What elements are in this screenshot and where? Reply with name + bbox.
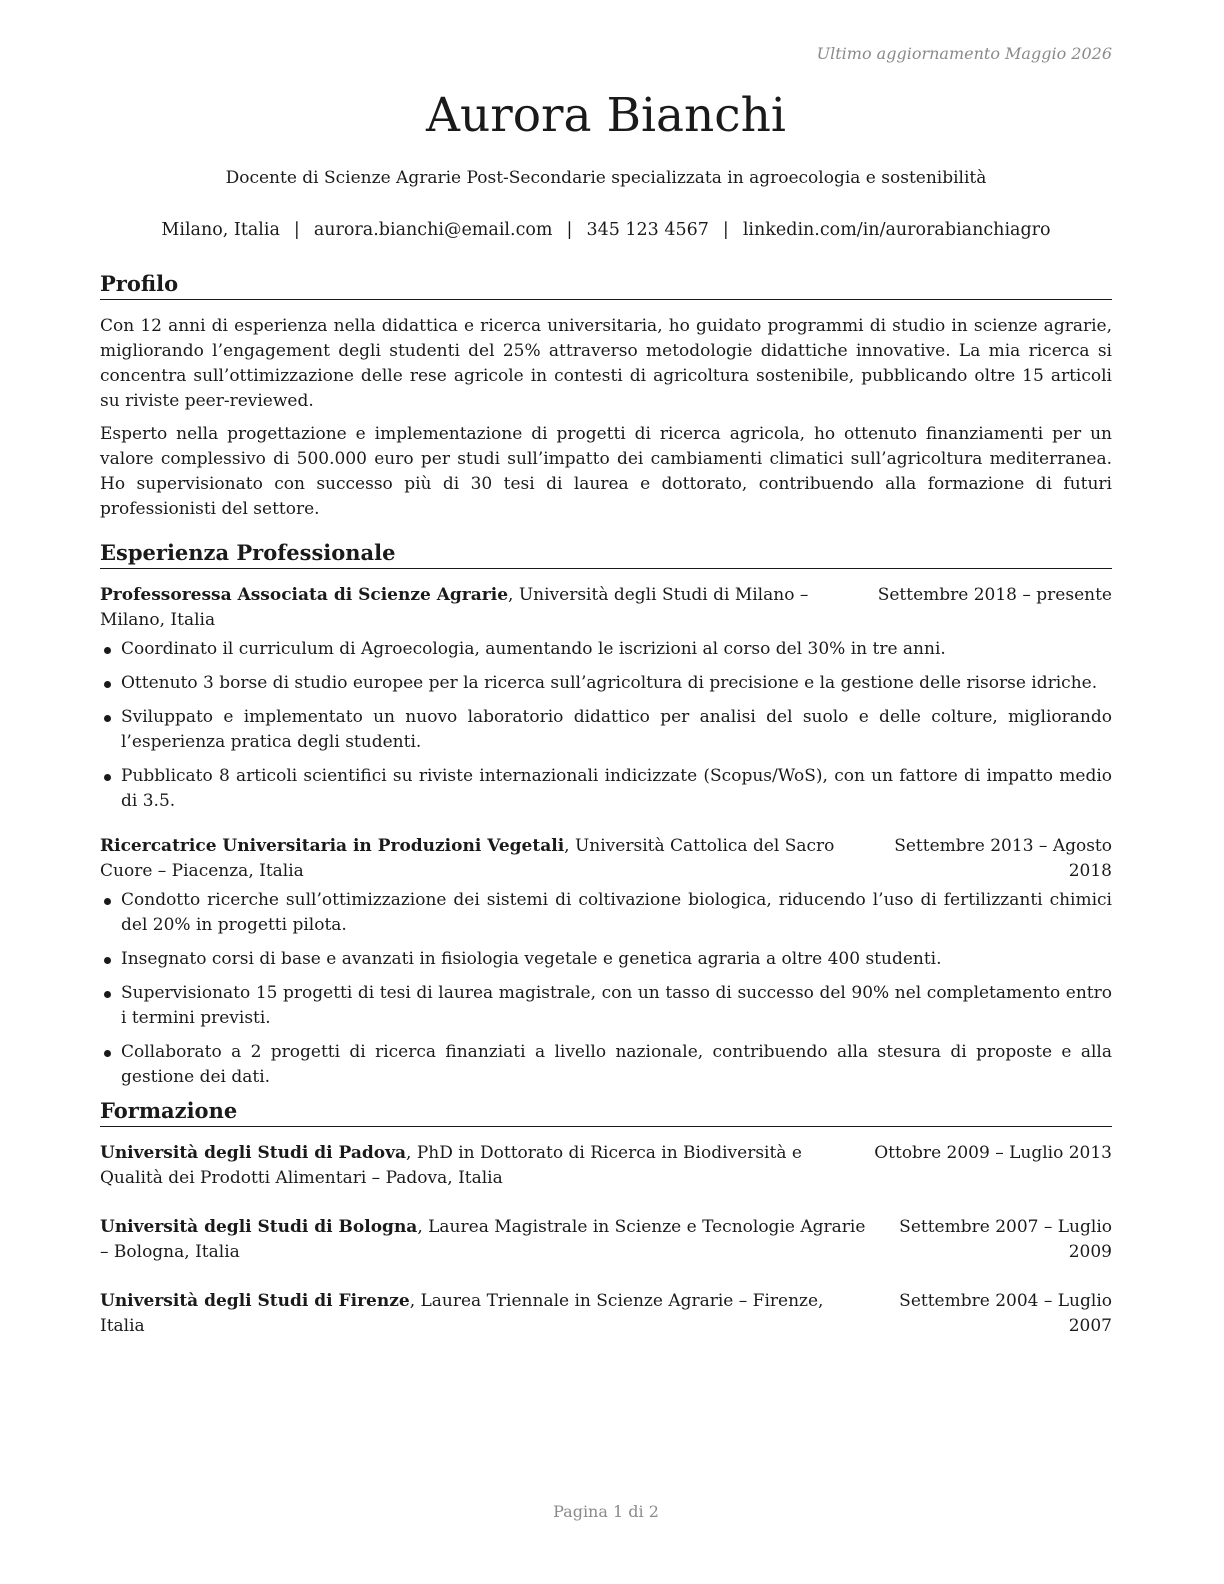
last-updated: Ultimo aggiornamento Maggio 2026 (816, 44, 1112, 63)
education-entry (100, 1141, 1112, 1191)
education-school: Università degli Studi di Firenze (100, 1291, 410, 1311)
job-bullets (100, 637, 1112, 814)
person-name: Aurora Bianchi (426, 88, 786, 143)
job-header (100, 834, 1112, 884)
contact-line (100, 220, 1112, 240)
education-school: Università degli Studi di Bologna (100, 1217, 418, 1237)
bullet-icon (104, 715, 111, 722)
profile-paragraph: Esperto nella progettazione e implementazione di progetti di ricerca agricola, ho ottenuto finanziamenti per un valore complessivo di 500.000 euro per studi sull’impatto dei cambiamenti climatici sull’agricoltura mediterranea. Ho supervisionato con successo più di 30 tesi di laurea e dottorato, contribuendo alla formazione di futuri professionisti del settore. (100, 424, 1112, 519)
job-entry (100, 834, 1112, 1099)
resume-page (100, 0, 1112, 1584)
contact-location: Milano, Italia (161, 220, 280, 240)
list-item (100, 888, 1112, 938)
bullet-icon (104, 957, 111, 964)
education-dates: Settembre 2004 – Luglio 2007 (899, 1291, 1112, 1336)
bullet-icon (104, 681, 111, 688)
bullet-text: Insegnato corsi di base e avanzati in fisiologia vegetale e genetica agraria a oltre 400 studenti. (121, 949, 942, 969)
job-org: , Università degli Studi di Milano – Milano, Italia (100, 585, 809, 630)
contact-separator: | (566, 220, 573, 240)
education-entry (100, 1289, 1112, 1339)
profile-paragraph: Con 12 anni di esperienza nella didattica e ricerca universitaria, ho guidato programmi di studio in scienze agrarie, migliorando l’engagement degli studenti del 25% attraverso metodologie didattiche innovative. La mia ricerca si concentra sull’ottimizzazione delle rese agricole in contesti di agricoltura sostenibile, pubblicando oltre 15 articoli su riviste peer-reviewed. (100, 316, 1112, 411)
bullet-text: Coordinato il curriculum di Agroecologia, aumentando le iscrizioni al corso del 30% in tre anni. (121, 639, 946, 659)
education-dates: Settembre 2007 – Luglio 2009 (899, 1217, 1112, 1262)
education-dates: Ottobre 2009 – Luglio 2013 (874, 1143, 1112, 1163)
job-entry (100, 583, 1112, 823)
job-bullets (100, 888, 1112, 1090)
section-title-experience: Esperienza Professionale (100, 539, 1112, 569)
list-item (100, 981, 1112, 1031)
education-entry (100, 1215, 1112, 1265)
job-org: , Università Cattolica del Sacro Cuore – Piacenza, Italia (100, 836, 835, 881)
contact-separator: | (293, 220, 300, 240)
bullet-icon (104, 647, 111, 654)
education-detail: , Laurea Triennale in Scienze Agrarie – Firenze, Italia (100, 1291, 824, 1336)
tagline: Docente di Scienze Agrarie Post-Secondarie specializzata in agroecologia e sostenibilità (225, 168, 987, 188)
profile-section (100, 314, 1112, 530)
bullet-text: Collaborato a 2 progetti di ricerca finanziati a livello nazionale, contribuendo alla stesura di proposte e alla gestione dei dati. (121, 1042, 1112, 1087)
education-school: Università degli Studi di Padova (100, 1143, 407, 1163)
job-role: Ricercatrice Universitaria in Produzioni Vegetali (100, 836, 565, 856)
page-number: Pagina 1 di 2 (553, 1502, 659, 1521)
job-dates: Settembre 2013 – Agosto 2018 (894, 836, 1112, 881)
bullet-text: Pubblicato 8 articoli scientifici su riviste internazionali indicizzate (Scopus/WoS), con un fattore di impatto medio di 3.5. (121, 766, 1112, 811)
job-header (100, 583, 1112, 633)
education-detail: , PhD in Dottorato di Ricerca in Biodiversità e Qualità dei Prodotti Alimentari – Padova, Italia (100, 1143, 802, 1188)
education-detail: , Laurea Magistrale in Scienze e Tecnologie Agrarie – Bologna, Italia (100, 1217, 866, 1262)
contact-separator: | (722, 220, 729, 240)
job-dates: Settembre 2018 – presente (877, 585, 1112, 605)
bullet-icon (104, 898, 111, 905)
bullet-text: Ottenuto 3 borse di studio europee per la ricerca sull’agricoltura di precisione e la gestione delle risorse idriche. (121, 673, 1098, 693)
contact-phone[interactable]: 345 123 4567 (586, 220, 709, 240)
section-title-education: Formazione (100, 1097, 1112, 1127)
contact-email[interactable]: aurora.bianchi@email.com (313, 220, 553, 240)
bullet-icon (104, 1050, 111, 1057)
list-item (100, 705, 1112, 755)
bullet-text: Sviluppato e implementato un nuovo laboratorio didattico per analisi del suolo e delle colture, migliorando l’esperienza pratica degli studenti. (121, 707, 1112, 752)
bullet-icon (104, 991, 111, 998)
job-role: Professoressa Associata di Scienze Agrarie (100, 585, 509, 605)
list-item (100, 637, 1112, 662)
bullet-icon (104, 774, 111, 781)
list-item (100, 671, 1112, 696)
list-item (100, 947, 1112, 972)
section-title-profile: Profilo (100, 270, 1112, 300)
bullet-text: Supervisionato 15 progetti di tesi di laurea magistrale, con un tasso di successo del 90% nel completamento entro i termini previsti. (121, 983, 1112, 1028)
contact-linkedin[interactable]: linkedin.com/in/aurorabianchiagro (742, 220, 1051, 240)
bullet-text: Condotto ricerche sull’ottimizzazione dei sistemi di coltivazione biologica, riducendo l’uso di fertilizzanti chimici del 20% in progetti pilota. (121, 890, 1112, 935)
list-item (100, 764, 1112, 814)
list-item (100, 1040, 1112, 1090)
